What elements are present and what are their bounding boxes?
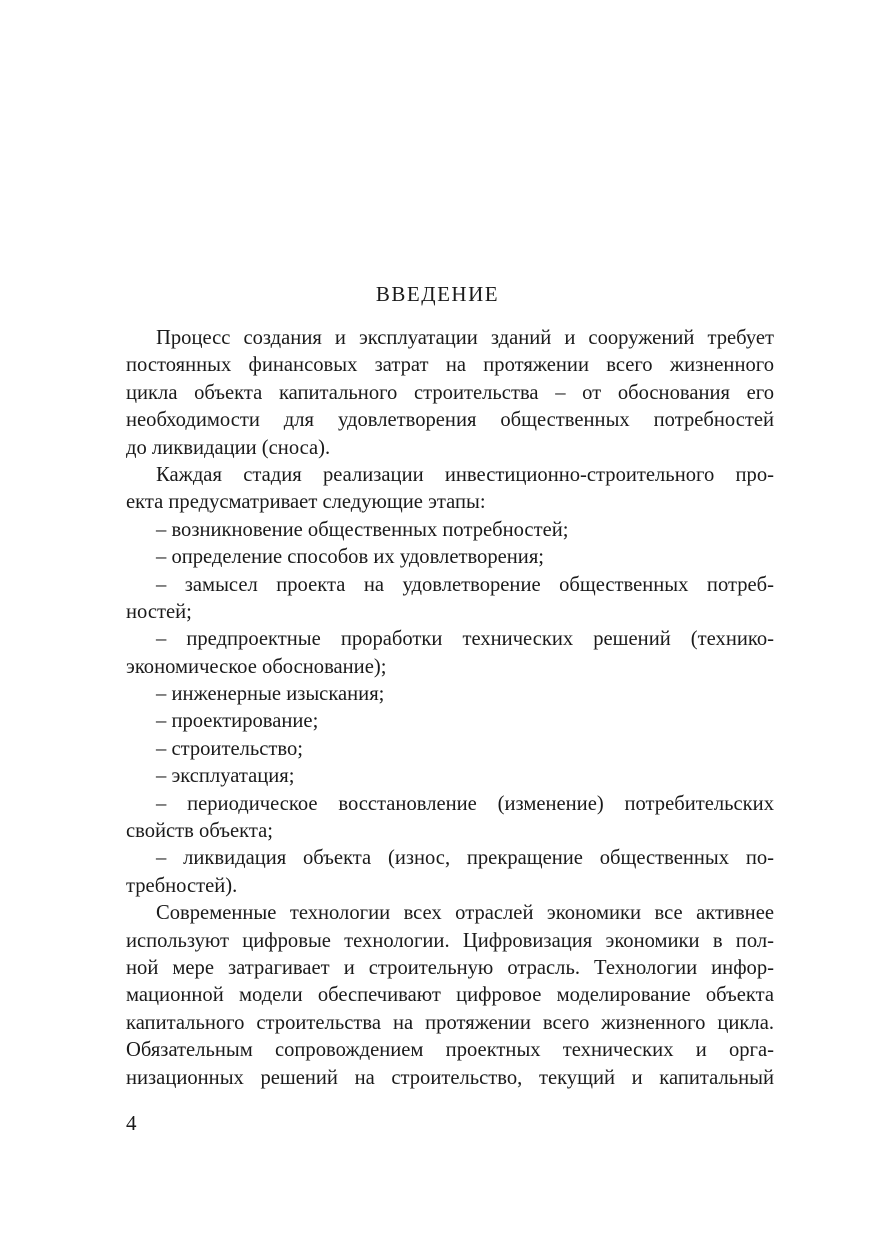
text-line: – определение способов их удовлетворения; bbox=[156, 546, 545, 569]
text-line: – ликвидация объекта (износ, прекращение общественных по- bbox=[156, 847, 774, 870]
text-line: ностей; bbox=[126, 600, 192, 623]
page-title: ВВЕДЕНИЕ bbox=[375, 282, 500, 306]
text-line: Обязательным сопровождением проектных технических и орга- bbox=[126, 1039, 774, 1062]
text-line: Процесс создания и эксплуатации зданий и сооружений требует bbox=[156, 327, 774, 349]
text-line: – замысел проекта на удовлетворение общественных потреб- bbox=[156, 573, 774, 596]
text-line: свойств объекта; bbox=[126, 820, 273, 843]
text-line: постоянных финансовых затрат на протяжении всего жизненного bbox=[126, 354, 774, 377]
page-number: 4 bbox=[126, 1111, 137, 1135]
text-line: – эксплуатация; bbox=[156, 765, 295, 788]
text-line: ной мере затрагивает и строительную отрасль. Технологии инфор- bbox=[126, 956, 774, 979]
text-line: до ликвидации (сноса). bbox=[126, 436, 331, 459]
text-line: низационных решений на строительство, текущий и капитальный bbox=[126, 1066, 774, 1089]
text-line: требностей). bbox=[126, 874, 238, 897]
text-line: экономическое обоснование); bbox=[126, 655, 387, 678]
text-line: Современные технологии всех отраслей экономики все активнее bbox=[156, 902, 774, 925]
text-line: – строительство; bbox=[156, 737, 304, 760]
text-line: – проектирование; bbox=[156, 710, 319, 733]
text-line: – инженерные изыскания; bbox=[156, 683, 385, 706]
text-line: Каждая стадия реализации инвестиционно-строительного про- bbox=[156, 463, 774, 486]
text-line: – периодическое восстановление (изменение) потребительских bbox=[156, 792, 774, 815]
text-line: мационной модели обеспечивают цифровое моделирование объекта bbox=[126, 984, 774, 1007]
text-line: используют цифровые технологии. Цифровизация экономики в пол- bbox=[126, 929, 774, 952]
text-line: – предпроектные проработки технических решений (технико- bbox=[156, 628, 774, 651]
text-line: екта предусматривает следующие этапы: bbox=[126, 491, 486, 514]
text-line: – возникновение общественных потребностей; bbox=[156, 518, 569, 541]
body-text bbox=[126, 325, 774, 1092]
text-line: цикла объекта капитального строительства – от обоснования его bbox=[126, 381, 774, 404]
text-line: капитального строительства на протяжении всего жизненного цикла. bbox=[126, 1011, 774, 1034]
text-line: необходимости для удовлетворения общественных потребностей bbox=[126, 409, 774, 432]
